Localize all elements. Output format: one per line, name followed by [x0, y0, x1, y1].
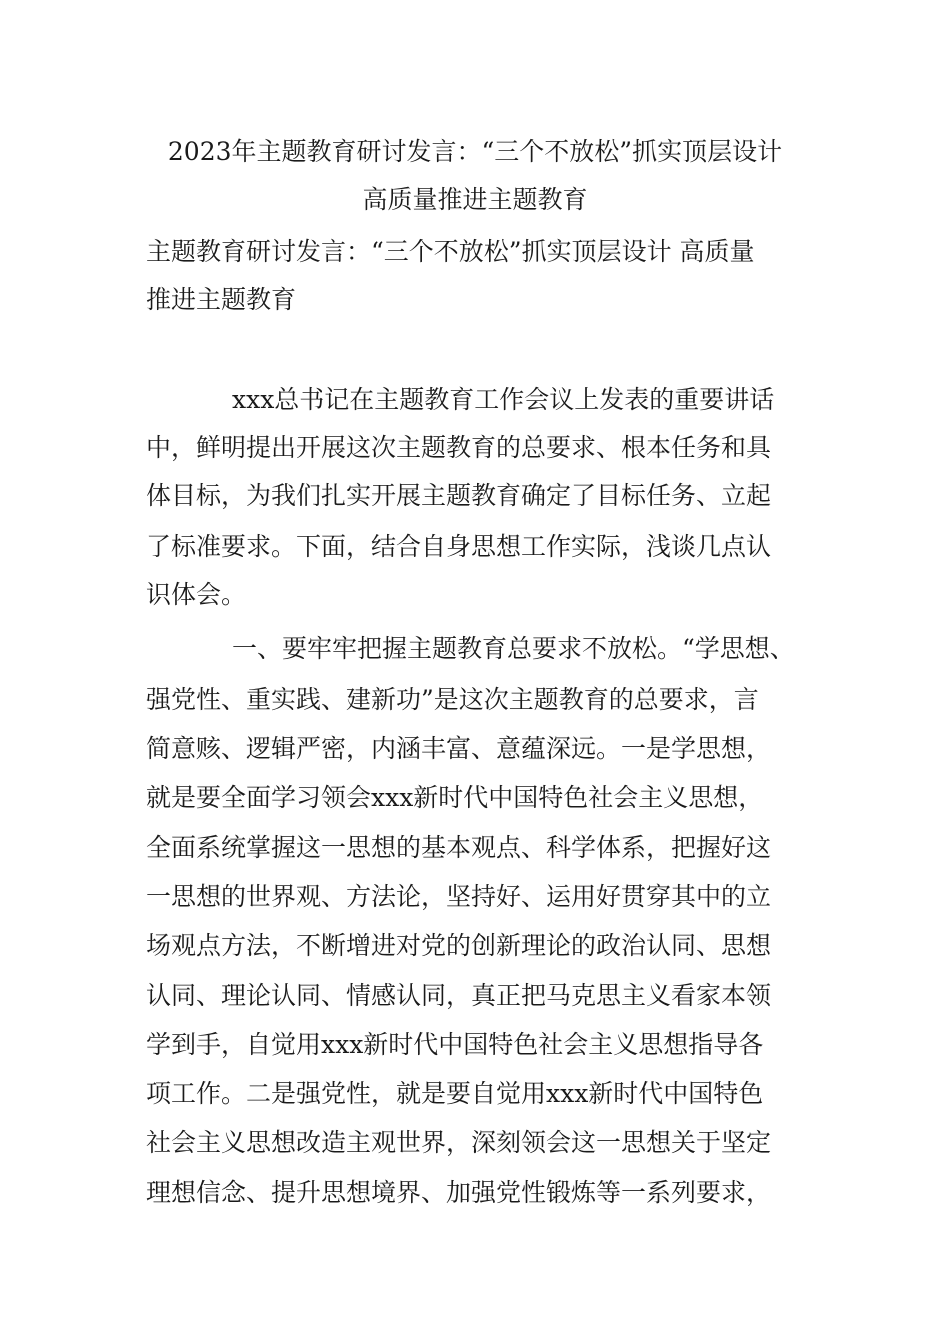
document-subtitle-line-1: 主题教育研讨发言：“三个不放松”抓实顶层设计 高质量 — [146, 237, 755, 266]
document-title-line-2: 高质量推进主题教育 — [362, 185, 588, 214]
paragraph-line: 理想信念、提升思想境界、加强党性锻炼等一系列要求， — [146, 1178, 772, 1207]
paragraph-line: 项工作。二是强党性，就是要自觉用xxx新时代中国特色 — [146, 1079, 764, 1108]
paragraph-line: 识体会。 — [146, 580, 247, 609]
paragraph-line: 体目标，为我们扎实开展主题教育确定了目标任务、立起 — [146, 481, 772, 510]
paragraph-line: 场观点方法，不断增进对党的创新理论的政治认同、思想 — [146, 931, 772, 960]
paragraph-line: 社会主义思想改造主观世界，深刻领会这一思想关于坚定 — [146, 1128, 772, 1157]
paragraph-line: 就是要全面学习领会xxx新时代中国特色社会主义思想， — [146, 783, 764, 812]
document-title-line-1: 2023年主题教育研讨发言：“三个不放松”抓实顶层设计 — [167, 137, 783, 166]
paragraph-line: 认同、理论认同、情感认同，真正把马克思主义看家本领 — [146, 981, 772, 1010]
paragraph-line: 一思想的世界观、方法论，坚持好、运用好贯穿其中的立 — [146, 882, 772, 911]
paragraph-line: 学到手，自觉用xxx新时代中国特色社会主义思想指导各 — [146, 1030, 764, 1059]
paragraph-line: xxx总书记在主题教育工作会议上发表的重要讲话 — [232, 385, 775, 414]
paragraph-line: 一、要牢牢把握主题教育总要求不放松。“学思想、 — [232, 634, 795, 663]
document-subtitle-line-2: 推进主题教育 — [146, 285, 297, 314]
paragraph-line: 了标准要求。下面，结合自身思想工作实际，浅谈几点认 — [146, 532, 772, 561]
paragraph-line: 简意赅、逻辑严密，内涵丰富、意蕴深远。一是学思想， — [146, 734, 772, 763]
paragraph-line: 中，鲜明提出开展这次主题教育的总要求、根本任务和具 — [146, 433, 772, 462]
paragraph-line: 全面系统掌握这一思想的基本观点、科学体系，把握好这 — [146, 833, 772, 862]
paragraph-line: 强党性、重实践、建新功”是这次主题教育的总要求，言 — [146, 685, 759, 714]
